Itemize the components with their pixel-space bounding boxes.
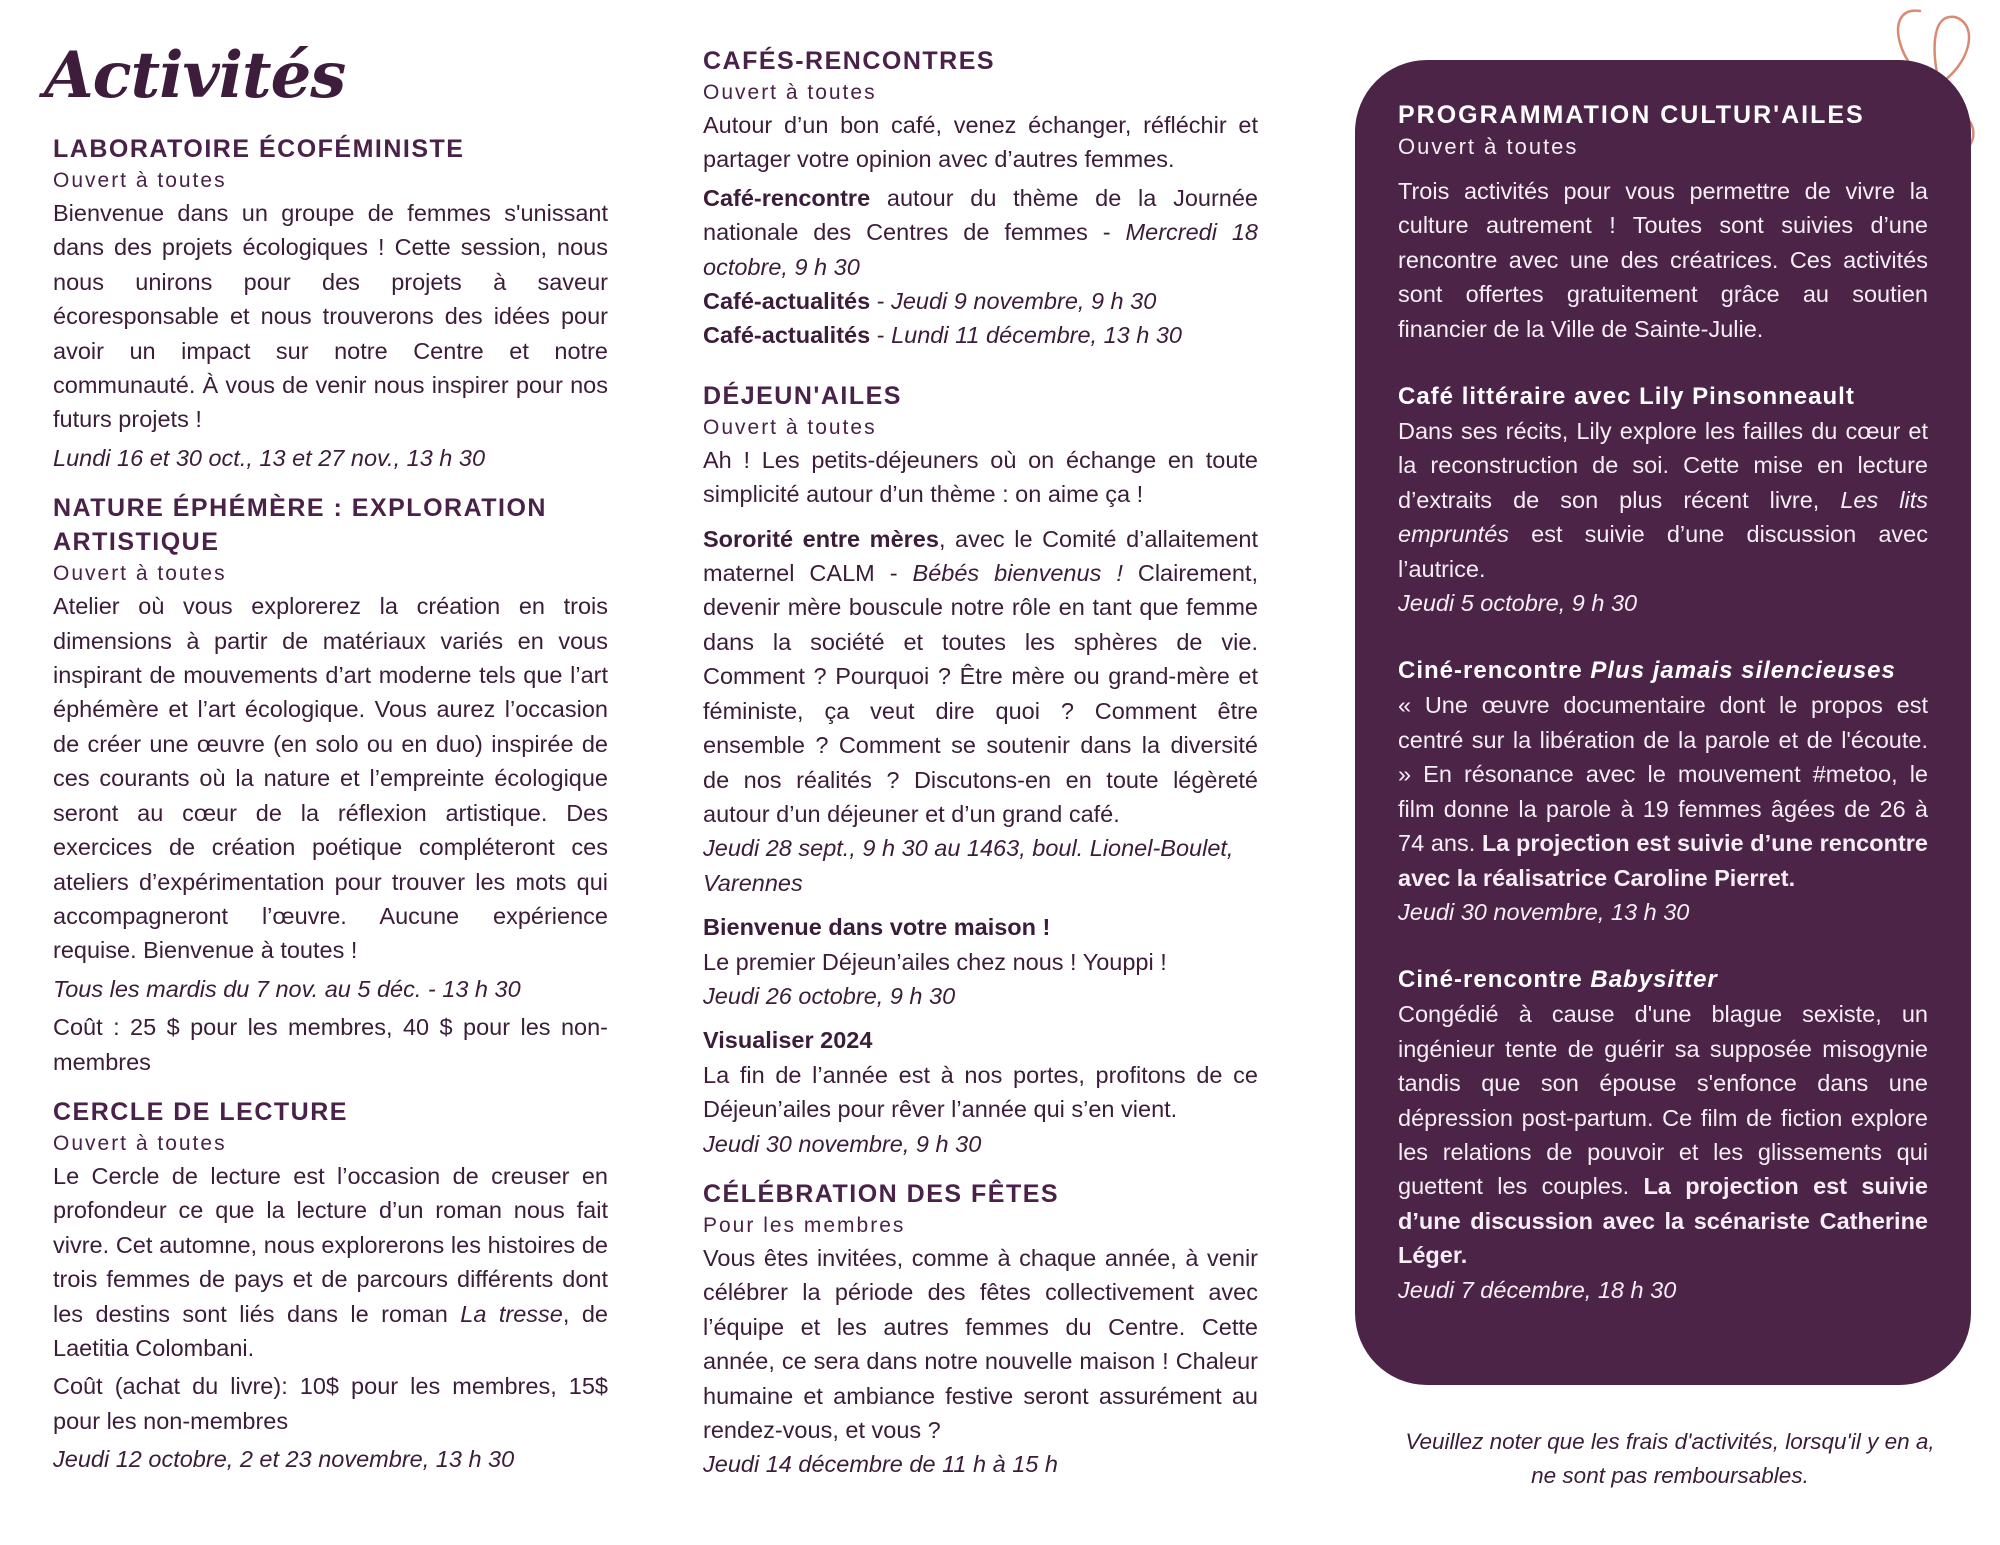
event-body: Sororité entre mères, avec le Comité d’allaitement maternel CALM - Bébés bienvenus ! Clairement, devenir mère bouscule notre rôle en tant que femme dans la société et toutes les sphères de vie. Comment ? Pourquoi ? Être mère ou grand-mère et féministe, ça veut dire quoi ? Comment être ensemble ? Comment se soutenir dans la diversité de nos réalités ? Discutons-en en toute légèreté autour d’un déjeuner et d’un grand café. [703, 525, 1258, 827]
section-cost: Coût : 25 $ pour les membres, 40 $ pour les non-membres [53, 1014, 608, 1075]
event-title: Visualiser 2024 [703, 1027, 873, 1054]
section-body: Bienvenue dans un groupe de femmes s'unissant dans des projets écologiques ! Cette session, nous nous unirons pour des projets à saveur écoresponsable et nous trouverons des idées pour avoir un impact sur notre Centre et notre communauté. À vous de venir nous inspirer pour nos futurs projets ! [53, 200, 608, 433]
event-date: Jeudi 30 novembre, 9 h 30 [703, 1130, 982, 1157]
event-body: Le premier Déjeun’ailes chez nous ! Youppi ! [703, 948, 1167, 975]
activity-title: Café littéraire avec Lily Pinsonneault [1398, 383, 1855, 411]
column-left [53, 132, 608, 1493]
panel-title: PROGRAMMATION CULTUR'AILES [1398, 101, 1865, 129]
event-title: Bienvenue dans votre maison ! [703, 914, 1051, 941]
audience-label: Ouvert à toutes [703, 415, 877, 439]
section-body: Vous êtes invitées, comme à chaque année, à venir célébrer la période des fêtes collectivement avec l’équipe et les autres femmes du Centre. Cette année, ce sera dans notre nouvelle maison ! Chaleur humaine et ambiance festive seront assurément au rendez-vous, et vous ? [703, 1244, 1258, 1443]
refund-note: Veuillez noter que les frais d'activités, lorsqu'il y en a, ne sont pas remboursables. [1405, 1429, 1935, 1488]
audience-label: Ouvert à toutes [53, 562, 227, 586]
section-title: NATURE ÉPHÉMÈRE : EXPLORATION ARTISTIQUE [53, 494, 547, 557]
activity-title: Ciné-rencontre Plus jamais silencieuses [1398, 657, 1896, 685]
audience-label: Ouvert à toutes [53, 1131, 227, 1155]
audience-label: Pour les membres [703, 1213, 906, 1237]
event-item: Café-actualités - Lundi 11 décembre, 13 h 30 [703, 322, 1182, 349]
activity-date: Jeudi 30 novembre, 13 h 30 [1398, 898, 1690, 925]
section-title: DÉJEUN'AILES [703, 381, 902, 410]
audience-label: Ouvert à toutes [703, 81, 877, 104]
event-body: La fin de l’année est à nos portes, profitons de ce Déjeun’ailes pour rêver l’année qui s’en vient. [703, 1061, 1258, 1123]
section-body: Atelier où vous explorerez la création en trois dimensions à partir de matériaux variés en vous inspirant de mouvements d’art moderne tels que l’art éphémère et l’art écologique. Vous aurez l’occasion de créer une œuvre (en solo ou en duo) inspirée de ces courants où la nature et l’empreinte écologique seront au cœur de la réflexion artistique. Des exercices de création poétique compléteront ces ateliers d’expérimentation pour trouver les mots qui accompagneront l’œuvre. Aucune expérience requise. Bienvenue à toutes ! [53, 593, 608, 964]
section-title: CERCLE DE LECTURE [53, 1097, 348, 1126]
activity-body: Congédié à cause d'une blague sexiste, un ingénieur tente de guérir sa supposée misogynie tandis que son épouse s'enfonce dans une dépression post-partum. Ce film de fiction explore les relations de pouvoir et les glissements qui guettent les couples. La projection est suivie d’une discussion avec la scénariste Catherine Léger. [1398, 1001, 1928, 1269]
audience-label: Ouvert à toutes [1398, 134, 1579, 159]
section-cercle-lecture [53, 1095, 608, 1477]
programmation-panel [1355, 60, 1971, 1385]
activity-title: Ciné-rencontre Babysitter [1398, 966, 1718, 994]
event-date: Jeudi 26 octobre, 9 h 30 [703, 982, 956, 1009]
section-date: Jeudi 14 décembre de 11 h à 15 h [703, 1451, 1058, 1478]
section-cafes-rencontres [703, 44, 1258, 353]
section-date: Tous les mardis du 7 nov. au 5 déc. - 13 h 30 [53, 975, 521, 1002]
section-body: Le Cercle de lecture est l’occasion de creuser en profondeur ce que la lecture d’un roman nous fait vivre. Cet automne, nous explorerons les histoires de trois femmes de pays et de parcours différents dont les destins sont liés dans le roman La tresse, de Laetitia Colombani. [53, 1162, 608, 1361]
section-cost: Coût (achat du livre): 10$ pour les membres, 15$ pour les non-membres [53, 1373, 608, 1434]
section-celebration [703, 1177, 1258, 1482]
book-title: La tresse [460, 1300, 563, 1327]
section-title: CAFÉS-RENCONTRES [703, 47, 996, 75]
section-body: Autour d’un bon café, venez échanger, réfléchir et partager votre opinion avec d’autres femmes. [703, 112, 1258, 173]
activity-body: « Une œuvre documentaire dont le propos est centré sur la libération de la parole et de l'écoute. » En résonance avec le mouvement #metoo, le film donne la parole à 19 femmes âgées de 26 à 74 ans. La projection est suivie d’une rencontre avec la réalisatrice Caroline Pierret. [1398, 692, 1929, 891]
column-middle [703, 44, 1258, 1498]
event-date: Jeudi 28 sept., 9 h 30 au 1463, boul. Lionel-Boulet, Varennes [703, 835, 1234, 896]
section-title: LABORATOIRE ÉCOFÉMINISTE [53, 135, 465, 163]
section-date: Lundi 16 et 30 oct., 13 et 27 nov., 13 h 30 [53, 444, 486, 471]
activity-date: Jeudi 7 décembre, 18 h 30 [1398, 1276, 1677, 1303]
activity-date: Jeudi 5 octobre, 9 h 30 [1398, 590, 1638, 617]
section-nature-ephemere [53, 491, 608, 1079]
section-date: Jeudi 12 octobre, 2 et 23 novembre, 13 h 30 [53, 1446, 515, 1473]
event-item: Café-rencontre autour du thème de la Journée nationale des Centres de femmes - Mercredi 18 octobre, 9 h 30 [703, 184, 1258, 280]
section-body: Ah ! Les petits-déjeuners où on échange en toute simplicité autour d’un thème : on aime ça ! [703, 446, 1258, 508]
section-title: CÉLÉBRATION DES FÊTES [703, 1179, 1060, 1208]
audience-label: Ouvert à toutes [53, 169, 227, 192]
panel-intro: Trois activités pour vous permettre de vivre la culture autrement ! Toutes sont suivies d’une rencontre avec une des créatrices. Ces activités sont offertes gratuitement grâce au soutien financier de la Ville de Sainte-Julie. [1398, 178, 1928, 342]
activity-body: Dans ses récits, Lily explore les failles du cœur et la reconstruction de soi. Cette mise en lecture d’extraits de son plus récent livre, Les lits empruntés est suivie d’une discussion avec l’autrice. [1398, 418, 1929, 582]
page-title: Activités [44, 38, 346, 113]
section-dejeunailes [703, 379, 1258, 1161]
section-laboratoire [53, 132, 608, 475]
event-item: Café-actualités - Jeudi 9 novembre, 9 h 30 [703, 288, 1157, 315]
